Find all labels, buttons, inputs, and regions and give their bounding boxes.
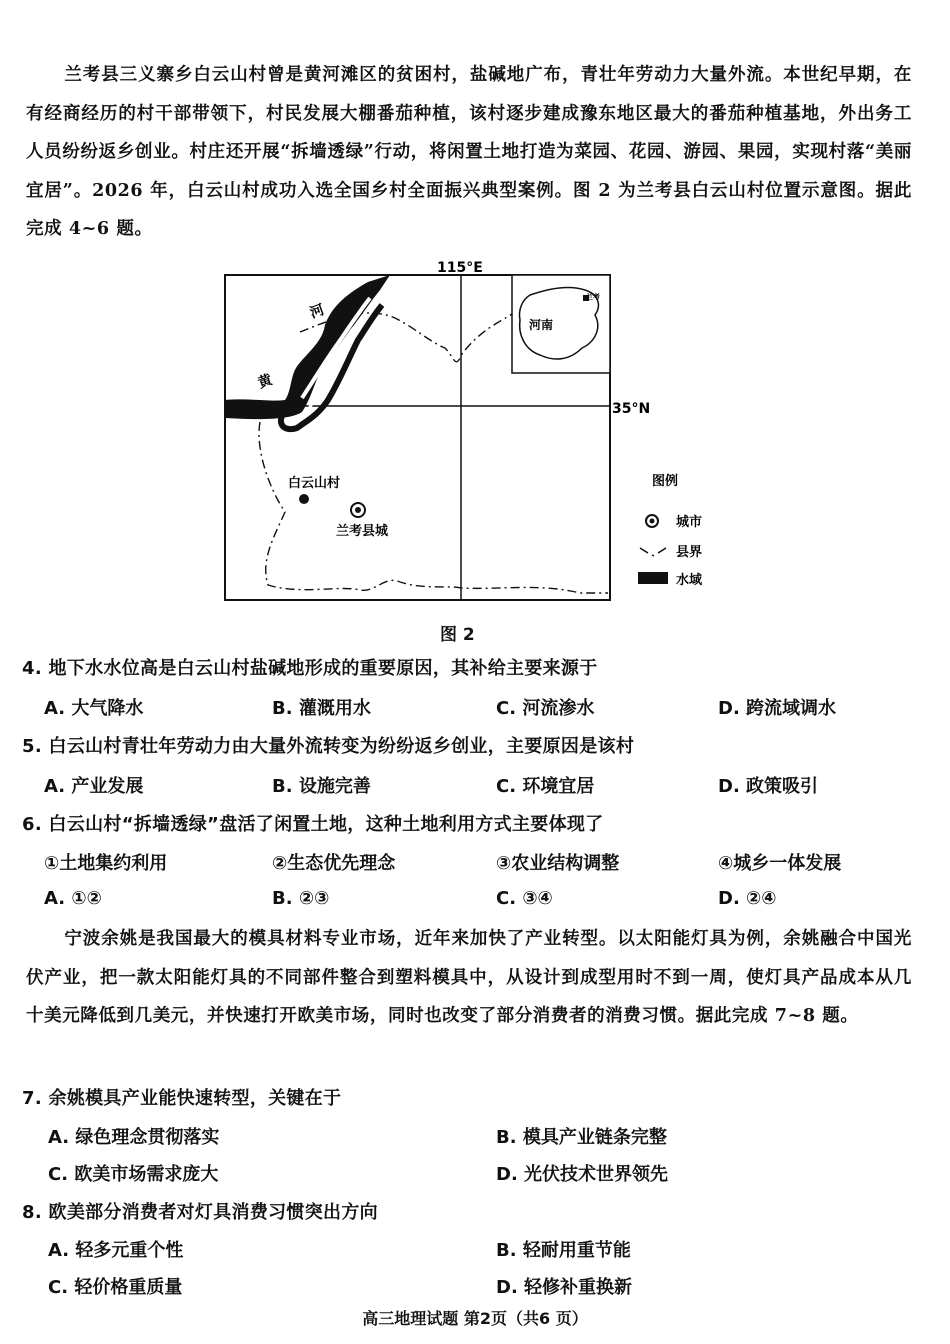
q4-option-a[interactable]: A. 大气降水	[44, 698, 144, 719]
q7-option-b[interactable]: B. 模具产业链条完整	[496, 1127, 667, 1148]
legend-water-icon	[638, 572, 668, 584]
q5-option-d[interactable]: D. 政策吸引	[718, 776, 819, 797]
q5-option-c[interactable]: C. 环境宜居	[496, 776, 595, 797]
city-label: 兰考县城	[336, 524, 389, 539]
legend-block	[638, 468, 718, 598]
passage-yuyao-text: 宁波余姚是我国最大的模具材料专业市场，近年来加快了产业转型。以太阳能灯具为例，余姚融合中国光伏产业，把一款太阳能灯具的不同部件整合到塑料模具中，从设计到成型用时不到一周，使灯具产品成本从几十美元降低到几美元，并快速打开欧美市场，同时也改变了部分消费者的消费习惯。据此完成 7~8 题。	[26, 929, 912, 1026]
q8-option-b[interactable]: B. 轻耐用重节能	[496, 1240, 631, 1261]
q6-option-d[interactable]: D. ②④	[718, 888, 777, 909]
q7-option-d[interactable]: D. 光伏技术世界领先	[496, 1164, 669, 1185]
q5-option-a[interactable]: A. 产业发展	[44, 776, 144, 797]
q6-item-2: ②生态优先理念	[272, 853, 396, 874]
passage-baiyunshan-text: 兰考县三义寨乡白云山村曾是黄河滩区的贫困村，盐碱地广布，青壮年劳动力大量外流。本世纪早期，在有经商经历的村干部带领下，村民发展大棚番茄种植，该村逐步建成豫东地区最大的番茄种植基地，外出务工人员纷纷返乡创业。村庄还开展“拆墙透绿”行动，将闲置土地打造为菜园、花园、游园、果园，实现村落“美丽宜居”。2026 年，白云山村成功入选全国乡村全面振兴典型案例。图 2 为兰考县白云山村位置示意图。据此完成 4~6 题。	[26, 65, 912, 239]
latitude-label: 35°N	[612, 401, 651, 417]
legend-boundary-icon	[640, 548, 666, 556]
legend-title-text: 图例	[652, 474, 679, 489]
question-6: 6. 白云山村“拆墙透绿”盘活了闲置土地，这种土地利用方式主要体现了	[22, 814, 604, 835]
figure-caption: 图 2	[440, 625, 475, 645]
longitude-label: 115°E	[437, 260, 483, 276]
q6-item-3: ③农业结构调整	[496, 853, 620, 874]
village-dot	[299, 494, 309, 504]
q6-item-1: ①土地集约利用	[44, 853, 168, 874]
q6-option-b[interactable]: B. ②③	[272, 888, 330, 909]
location-map: 115°E 35°N 河 黄 河南 兰考 白云山村 兰考县城 图例	[200, 250, 660, 612]
question-8: 8. 欧美部分消费者对灯具消费习惯突出方向	[22, 1202, 378, 1223]
q4-option-d[interactable]: D. 跨流域调水	[718, 698, 837, 719]
village-label: 白云山村	[288, 476, 341, 491]
page-footer: 高三地理试题 第2页（共6 页）	[362, 1309, 588, 1328]
legend-city-label: 城市	[676, 515, 703, 530]
river-label-huang: 黄	[255, 371, 275, 392]
q6-option-a[interactable]: A. ①②	[44, 888, 102, 909]
legend-boundary-label: 县界	[676, 545, 703, 560]
legend-water-label: 水域	[676, 573, 703, 588]
q8-option-d[interactable]: D. 轻修补重换新	[496, 1277, 633, 1298]
q6-option-c[interactable]: C. ③④	[496, 888, 553, 909]
question-5: 5. 白云山村青壮年劳动力由大量外流转变为纷纷返乡创业，主要原因是该村	[22, 736, 635, 757]
q4-option-b[interactable]: B. 灌溉用水	[272, 698, 371, 719]
q8-option-a[interactable]: A. 轻多元重个性	[48, 1240, 184, 1261]
q4-option-c[interactable]: C. 河流渗水	[496, 698, 595, 719]
passage-baiyunshan	[26, 56, 912, 249]
q8-option-c[interactable]: C. 轻价格重质量	[48, 1277, 183, 1298]
county-boundary	[259, 422, 608, 593]
legend-symbols	[638, 468, 718, 598]
q7-option-c[interactable]: C. 欧美市场需求庞大	[48, 1164, 219, 1185]
question-4: 4. 地下水水位高是白云山村盐碱地形成的重要原因，其补给主要来源于	[22, 658, 598, 679]
inset-county-label: 兰考	[586, 293, 600, 301]
q6-item-4: ④城乡一体发展	[718, 853, 842, 874]
passage-yuyao	[26, 920, 912, 1036]
question-7: 7. 余姚模具产业能快速转型，关键在于	[22, 1088, 342, 1109]
river-label-he: 河	[307, 301, 327, 322]
inset-province-label: 河南	[529, 318, 554, 332]
q5-option-b[interactable]: B. 设施完善	[272, 776, 371, 797]
q7-option-a[interactable]: A. 绿色理念贯彻落实	[48, 1127, 220, 1148]
